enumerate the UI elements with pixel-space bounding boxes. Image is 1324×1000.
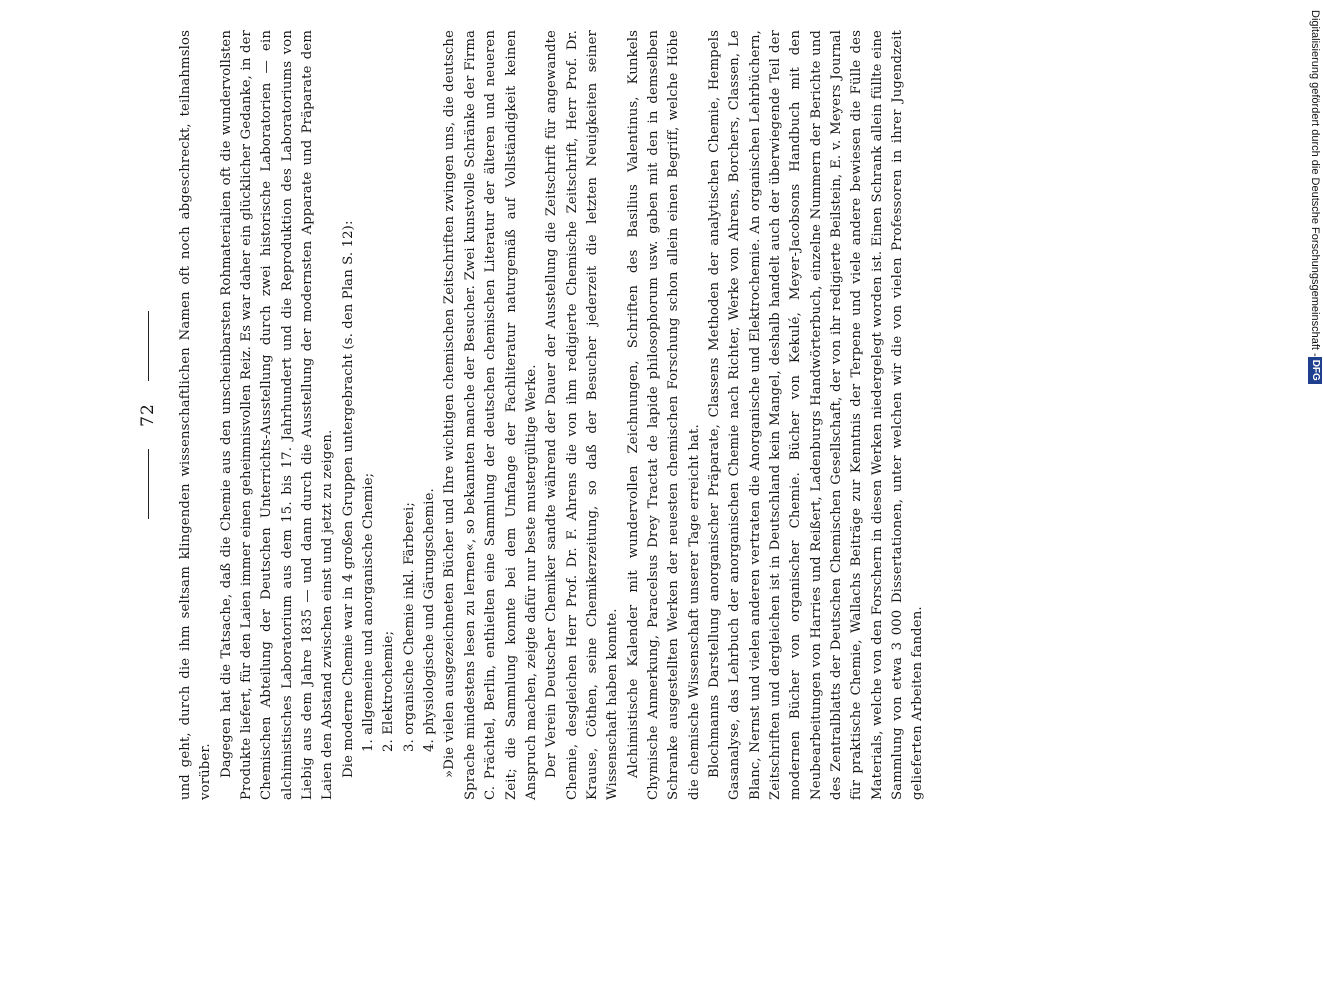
paragraph-laboratorien: Dagegen hat die Tatsache, daß die Chemie aus den unscheinbarsten Rohmaterialien oft die wundervollsten Produkte liefert, für den Laien immer einen geheimnisvollen Reiz. Es war daher ein glücklicher Gedanke, in der Chemischen Abteilung der Deutschen Unterrichts-Ausstellung durch zwei historische Laboratorien — ein alchimistisches Laboratorium aus dem 15. bis 17. Jahrhundert und die Reproduktion des Laboratoriums von Liebig aus dem Jahre 1835 — und dann durch die Ausstellung der modernsten Apparate und Präparate dem Laien den Abstand zwischen einst und jetzt zu zeigen.	[218, 30, 336, 800]
groups-list	[359, 30, 440, 800]
paragraph-kalender: Alchimistische Kalender mit wundervollen Zeichnungen, Schriften des Basilius Valentinus, Kunkels Chymische Anmerkung, Paracelsus Drey Tractat de lapide philosophorum usw. gaben mit den in demselben Schranke ausgestellten Werken der neuesten chemischen Forschung schon allein einen Begriff, welche Höhe die chemische Wissenschaft unserer Tage erreicht hat.	[625, 30, 702, 800]
body-text	[176, 30, 929, 800]
list-item: 2. Elektrochemie;	[381, 630, 397, 752]
list-item: 4. physiologische und Gärungschemie.	[422, 488, 438, 752]
list-item: 3. organische Chemie inkl. Färberei;	[401, 502, 417, 752]
paragraph-blochmann: Blochmanns Darstellung anorganischer Präparate, Classens Methoden der analytischen Chemie, Hempels Gasanalyse, das Lehrbuch der anorganischen Chemie nach Richter, Werke von Ahrens, Borchers, Classen, Le Blanc, Nernst und vielen anderen vertraten die Anorganische und Elektrochemie. An organischen Lehrbüchern, Zeitschriften und dergleichen ist in Deutschland kein Mangel, deshalb handelt auch der überwiegende Teil der modernen Bücher von organischer Chemie. Bücher von Kekulé, Meyer-Jacobsons Handbuch mit den Neubearbeitungen von Harries und Reißert, Ladenburgs Handwörterbuch, einzelne Nummern der Berichte und des Zentralblatts der Deutschen Chemischen Gesellschaft, der von ihr redigierte Beilstein, E. v. Meyers Journal für praktische Chemie, Wallachs Beiträge zur Kenntnis der Terpene und viele andere bewiesen die Fülle des Materials, welche von den Forschern in diesen Werken niedergelegt worden ist. Einen Schrank allein füllte eine Sammlung von etwa 3 000 Dissertationen, unter welchen wir die von vielen Professoren in ihrer Jugendzeit gelieferten Arbeiten fanden.	[706, 30, 926, 800]
header-rule-left	[148, 449, 149, 519]
list-item: 1. allgemeine und anorganische Chemie;	[361, 472, 377, 752]
page-number: 72	[138, 403, 158, 427]
paragraph-zeitschriften: »Die vielen ausgezeichneten Bücher und Ihre wichtigen chemischen Zeitschriften zwingen uns, die deutsche Sprache mindestens lesen zu lernen«, so bekannten manche der Besucher. Zwei kunstvolle Schränke der Firma C. Prächtel, Berlin, enthielten eine Sammlung der deutschen chemischen Literatur der älteren und neueren Zeit; die Sammlung konnte bei dem Umfange der Fachliteratur naturgemäß auf Vollständigkeit keinen Anspruch machen, zeigte dafür nur beste mustergültige Werke.	[442, 30, 539, 800]
digitization-credit	[1300, 10, 1324, 570]
paragraph-groups-intro: Die moderne Chemie war in 4 großen Gruppen untergebracht (s. den Plan S. 12):	[340, 220, 356, 778]
paragraph-intro-continuation: und geht, durch die ihm seltsam klingenden wissenschaftlichen Namen oft noch abgeschreckt, teilnahmslos vorüber.	[178, 30, 214, 800]
credit-text: Digitalisierung gefördert durch die Deutsche Forschungsgemeinschaft -	[1309, 10, 1321, 357]
page-number-header	[138, 30, 158, 800]
scanned-page	[138, 30, 1178, 800]
dfg-logo-icon: DFG	[1308, 357, 1322, 384]
header-rule-right	[148, 311, 149, 381]
paragraph-verein: Der Verein Deutscher Chemiker sandte während der Dauer der Ausstellung die Zeitschrift für angewandte Chemie, desgleichen Herr Prof. Dr. F. Ahrens die von ihm redigierte Chemische Zeitschrift, Herr Prof. Dr. Krause, Cöthen, seine Chemikerzeitung, so daß der Besucher jederzeit die letzten Neuigkeiten seiner Wissenschaft haben konnte.	[544, 30, 621, 800]
